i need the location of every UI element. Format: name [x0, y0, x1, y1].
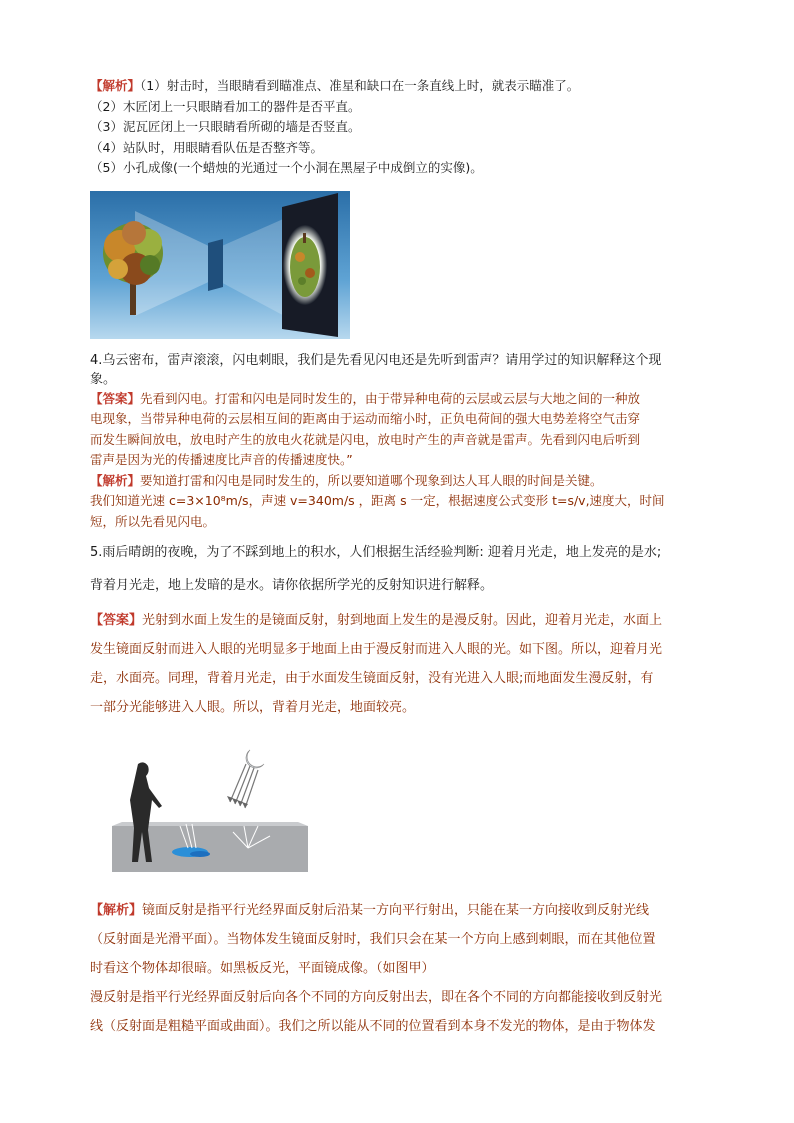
q4-analysis-line-1: 要知道打雷和闪电是同时发生的，所以要知道哪个现象到达人耳人眼的时间是关键。 [140, 472, 603, 488]
moonlight-reflection-image [98, 744, 358, 884]
analysis-line-5: （5）小孔成像(一个蜡烛的光通过一个小洞在黑屋子中成倒立的实像)。 [90, 160, 483, 175]
analysis-line-3: （3）泥瓦匠闭上一只眼睛看所砌的墙是否竖直。 [90, 119, 361, 134]
analysis-block-1 [90, 76, 702, 179]
document-page [90, 76, 702, 1041]
q5-analysis-tag: 【解析】 [90, 903, 143, 918]
q5-analysis-line-1: 镜面反射是指平行光经界面反射后沿某一方向平行射出，只能在某一方向接收到反射光线 [142, 903, 650, 918]
q5-question-line-2: 背着月光走，地上发暗的是水。请你依据所学光的反射知识进行解释。 [90, 578, 494, 593]
q5-analysis-block [90, 896, 702, 1041]
analysis-line-2: （2）木匠闭上一只眼睛看加工的器件是否平直。 [90, 98, 361, 114]
q5-answer-line-2: 发生镜面反射而进入人眼的光明显多于地面上由于漫反射而进入人眼的光。如下图。所以，迎着月光 [90, 642, 663, 657]
q4-question-line-1: 4.乌云密布，雷声滚滚，闪电刺眼，我们是先看见闪电还是先听到雷声？请用学过的知识解释这个现 [90, 352, 662, 368]
q4-analysis-tag: 【解析】 [90, 472, 141, 488]
q5-analysis-line-4: 漫反射是指平行光经界面反射后向各个不同的方向反射出去，即在各个不同的方向都能接收到反射光 [90, 990, 663, 1005]
q4-analysis-line-3: 短，所以先看见闪电。 [90, 513, 216, 529]
q5-answer-line-4: 一部分光能够进入人眼。所以，背着月光走，地面较亮。 [90, 700, 416, 715]
q4-answer-line-3: 而发生瞬间放电，放电时产生的放电火花就是闪电，放电时产生的声音就是雷声。先看到闪电后听到 [90, 431, 641, 447]
q5-analysis-line-5: 线（反射面是粗糙平面或曲面）。我们之所以能从不同的位置看到本身不发光的物体，是由于物体发 [90, 1019, 656, 1034]
q5-answer-line-1: 光射到水面上发生的是镜面反射，射到地面上发生的是漫反射。因此，迎着月光走，水面上 [142, 613, 663, 628]
question-5 [90, 538, 702, 722]
q5-answer-tag: 【答案】 [90, 613, 143, 628]
pinhole-camera-image [90, 191, 350, 339]
analysis-line-1: （1）射击时，当眼睛看到瞄准点、准星和缺口在一条直线上时，就表示瞄准了。 [140, 78, 580, 93]
q4-answer-line-1: 先看到闪电。打雷和闪电是同时发生的，由于带异种电荷的云层或云层与大地之间的一种放 [140, 390, 641, 406]
analysis-line-4: （4）站队时，用眼睛看队伍是否整齐等。 [90, 139, 323, 155]
q4-answer-tag: 【答案】 [90, 390, 141, 406]
q5-answer-line-3: 走，水面亮。同理，背着月光走，由于水面发生镜面反射，没有光进入人眼;而地面发生漫反射，有 [90, 671, 654, 686]
question-4 [90, 351, 702, 533]
q4-question-line-2: 象。 [90, 371, 117, 387]
q4-answer-line-2: 电现象，当带异种电荷的云层相互间的距离由于运动而缩小时，正负电荷间的强大电势差将空气击穿 [90, 411, 641, 426]
q5-analysis-line-2: （反射面是光滑平面）。当物体发生镜面反射时，我们只会在某一个方向上感到刺眼，而在其他位置 [90, 932, 656, 947]
q4-analysis-line-2: 我们知道光速 c=3×10⁸m/s，声速 v=340m/s ，距离 s 一定，根据速度公式变形 t=s/v,速度大，时间 [90, 493, 665, 508]
q4-answer-line-4: 雷声是因为光的传播速度比声音的传播速度快。” [90, 452, 353, 467]
analysis-tag: 【解析】 [90, 78, 141, 93]
q5-question-line-1: 5.雨后晴朗的夜晚，为了不踩到地上的积水，人们根据生活经验判断: 迎着月光走，地上发亮的是水; [90, 545, 662, 560]
q5-analysis-line-3: 时看这个物体却很暗。如黑板反光，平面镜成像。（如图甲） [90, 961, 435, 976]
